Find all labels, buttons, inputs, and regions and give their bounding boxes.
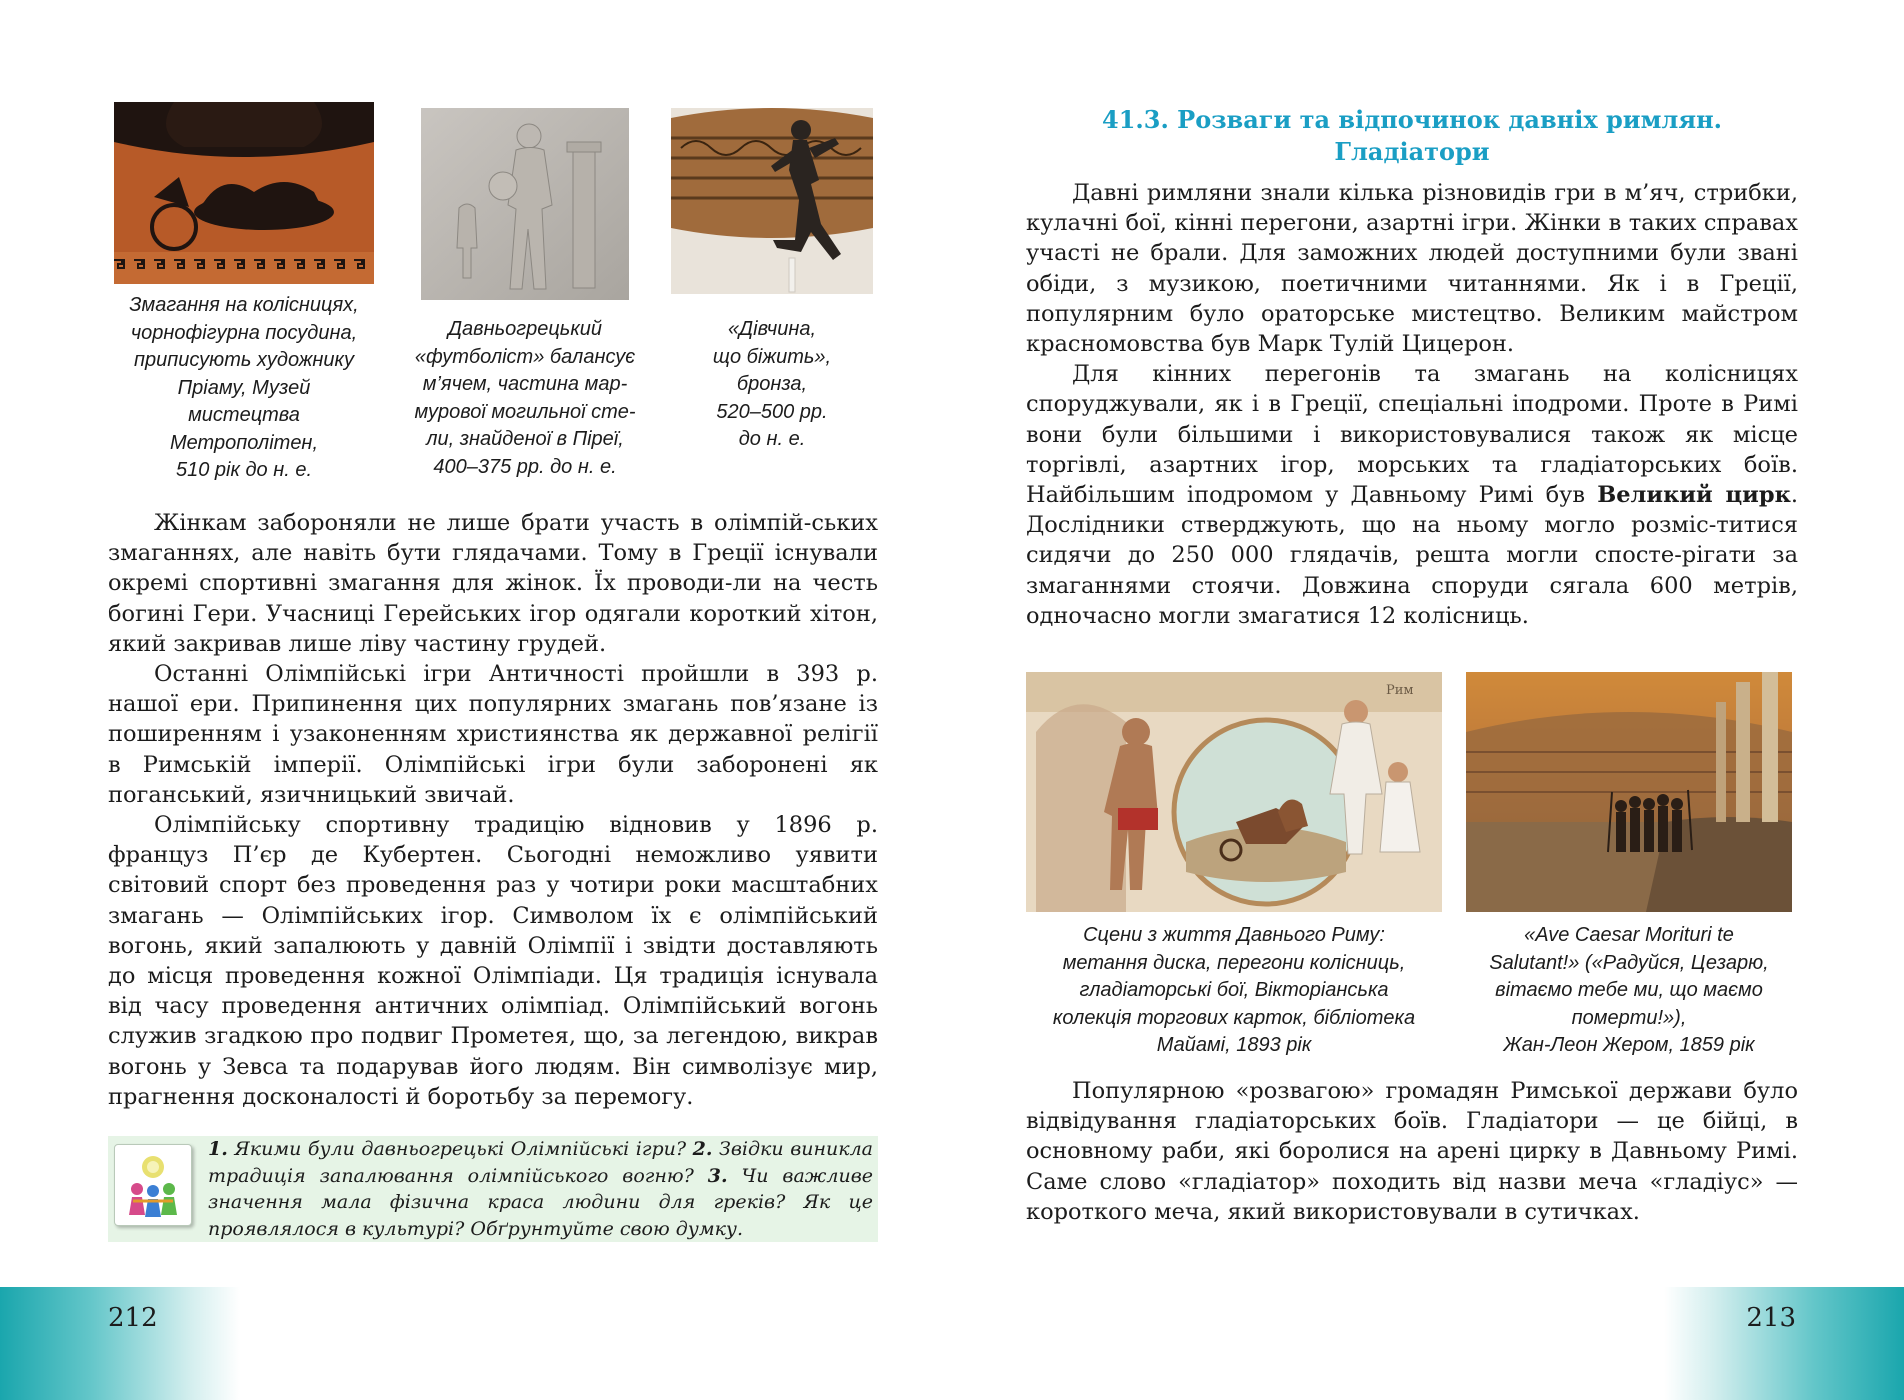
trade-card-caption: Сцени з життя Давнього Риму: метання диска, перегони колісниць, гладіаторські бої, Вікторіанська колекція торгових карток, бібліотека Майамі, 1893 рік — [1052, 924, 1416, 1056]
chariot-vase-image — [114, 102, 374, 284]
question-1-number: 1. — [208, 1138, 228, 1160]
chariot-vase-caption: Змагання на колісницях, чорнофігурна посудина, приписують художнику Пріаму, Музей мистецтва Метрополітен, 510 рік до н. е. — [129, 294, 359, 481]
right-body-text-top — [1026, 178, 1798, 631]
paragraph-roman-leisure: Давні римляни знали кілька різновидів гри в м’яч, стрибки, кулачні бої, кінні перегони, азартні ігри. Жінки в таких справах участі не брали. Для заможних людей доступними були звані обіди, з музикою, поетичними читаннями. Як і в Греції, популярним було ораторське мистецтво. Великим майстром красномовства був Марк Тулій Цицерон. — [1026, 180, 1798, 358]
bronze-girl-caption: «Дівчина, що біжить», бронза, 520–500 рр. до н. е. — [712, 318, 832, 450]
trade-card-label: Рим — [1386, 683, 1414, 698]
page-number-left: 212 — [108, 1303, 158, 1333]
paragraph-circus — [1026, 359, 1798, 631]
right-page — [952, 0, 1904, 1400]
people-group-icon — [114, 1144, 192, 1226]
question-3-number: 3. — [707, 1164, 728, 1187]
questions-text — [208, 1136, 873, 1242]
circus-maximus-term: Великий цирк — [1597, 482, 1791, 509]
gerome-painting-image — [1466, 672, 1792, 912]
paragraph-modern-olympics: Олімпійську спортивну традицію відновив у 1896 р. француз П’єр де Кубертен. Сьогодні неможливо уявити світовий спорт без проведення раз у чотири роки масштабних змагань — Олімпійських ігор. Символом їх є олімпійський вогонь, який запалюють у давній Олімпії і звідти доставляють до місця проведення кожної Олімпіади. Ця традиція існувала від часу проведення античних олімпіад. Олімпійський вогонь служив згадкою про подвиг Прометея, що, за легендою, викрав вогонь у Зевса та подарував його людям. Він символізує мир, прагнення досконалості й боротьбу за перемогу. — [108, 812, 878, 1110]
marble-stele-caption: Давньогрецький «футболіст» балансує м’ячем, частина мар- мурової могильної сте- ли, знайденої в Піреї, 400–375 рр. до н. е. — [414, 318, 636, 478]
bronze-girl-image — [671, 108, 873, 294]
question-2-text: Звідки виникла традиція запалювання олімпійського вогню? — [208, 1138, 874, 1187]
paragraph-last-olympics: Останні Олімпійські ігри Античності пройшли в 393 р. нашої ери. Припинення цих популярних змагань пов’язане із поширенням і узаконенням християнства як державної релігії в Римській імперії. Олімпійські ігри були заборонені як поганський, язичницький звичай. — [108, 661, 878, 808]
page-number-right: 213 — [1746, 1303, 1796, 1333]
circus-text-before: Для кінних перегонів та змагань на колісницях споруджували, як і в Греції, спеціальні іподроми. Проте в Римі вони були більшими і використовувалися також як місце торгівлі, азартних ігор, морських та гладіаторських боїв. Найбільшим іподромом у Давньому Римі був — [1026, 361, 1798, 509]
question-1-text: Якими були давньогрецькі Олімпійські ігри? — [234, 1138, 687, 1160]
section-heading-line2: Гладіатори — [1334, 137, 1490, 166]
right-body-text-bottom — [1026, 1076, 1798, 1227]
section-heading-line1: 41.3. Розваги та відпочинок давніх римлян. — [1102, 105, 1722, 134]
question-2-number: 2. — [692, 1138, 713, 1160]
gerome-painting-caption: «Ave Caesar Morituri te Salutant!» («Радуйся, Цезарю, вітаємо тебе ми, що маємо померти!»), Жан-Леон Жером, 1859 рік — [1489, 924, 1769, 1056]
question-3-text: Чи важливе значення мала фізична краса людини для греків? Як це проявлялося в культурі? Обґрунтуйте свою думку. — [208, 1164, 874, 1240]
marble-stele-image — [421, 108, 629, 300]
circus-text-after: . Дослідники стверджують, що на ньому могло розміс-титися сидячи до 250 000 глядачів, решта могли спосте-рігати за змаганнями стоячи. Довжина споруди сягала 600 метрів, одночасно могли змагатися 12 колісниць. — [1026, 482, 1798, 629]
left-body-text — [108, 508, 878, 1112]
paragraph-gladiators: Популярною «розвагою» громадян Римської держави було відвідування гладіаторських боїв. Гладіатори — це бійці, в основному раби, які боролися на арені цирку в Давньому Римі. Саме слово «гладіатор» походить від назви меча «гладіус» — короткого меча, який використовували в сутичках. — [1026, 1078, 1798, 1225]
questions-box — [108, 1136, 878, 1242]
paragraph-women-games: Жінкам забороняли не лише брати участь в олімпій-ських змаганнях, але навіть бути глядачами. Тому в Греції існували окремі спортивні змагання для жінок. Їх проводи-ли на честь богині Гери. Учасниці Герейських ігор одягали короткий хітон, який закривав лише ліву частину грудей. — [108, 510, 878, 657]
section-heading — [1022, 104, 1802, 168]
trade-card-image — [1026, 672, 1442, 912]
